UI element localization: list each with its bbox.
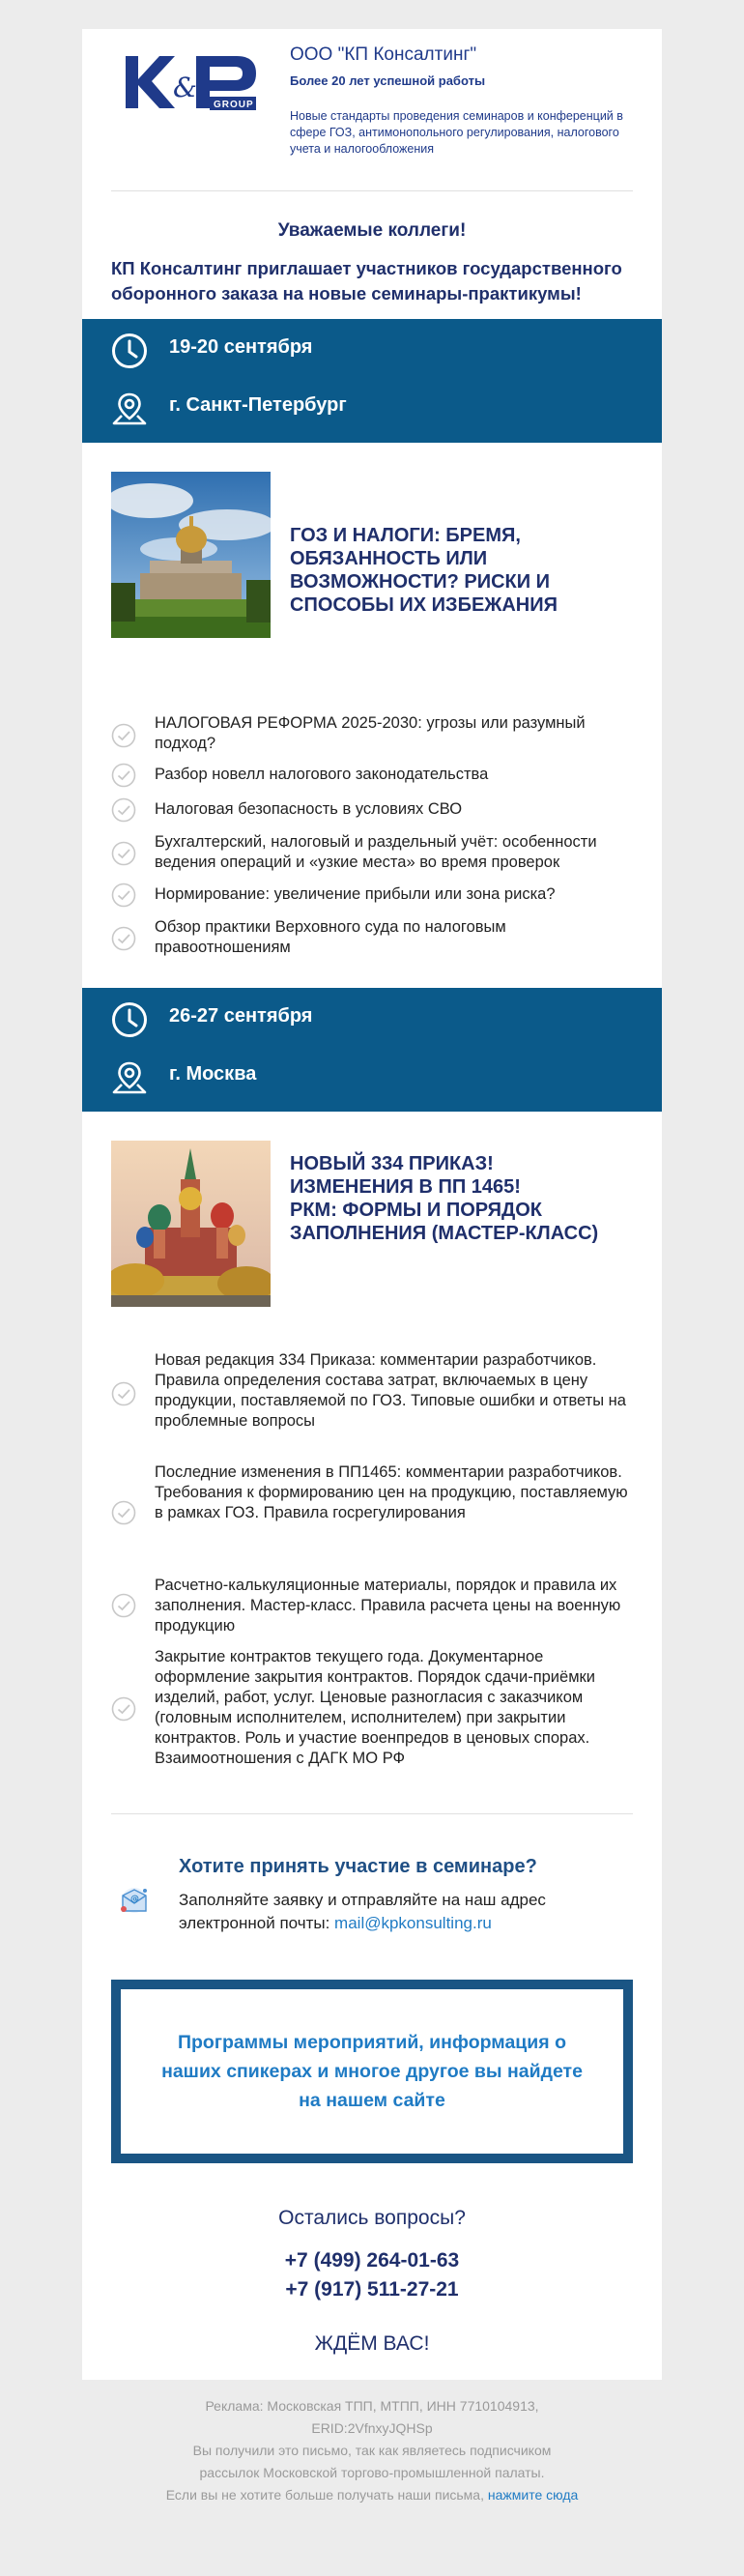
check-circle-icon	[111, 1696, 136, 1722]
event-city: г. Санкт-Петербург	[169, 394, 347, 416]
topic-text: Налоговая безопасность в условиях СВО	[155, 800, 463, 818]
participation-text	[179, 1889, 604, 1935]
check-circle-icon	[111, 797, 136, 823]
phone-number[interactable]: +7 (499) 264-01-63	[284, 2249, 460, 2272]
email-link[interactable]: mail@kpkonsulting.ru	[334, 1914, 492, 1932]
email-icon	[114, 1880, 155, 1921]
closing-text: ЖДЁМ ВАС!	[314, 2332, 430, 2355]
event-city: г. Москва	[169, 1063, 257, 1085]
check-circle-icon	[111, 1381, 136, 1406]
event-info-band	[82, 319, 662, 443]
phone-number[interactable]: +7 (917) 511-27-21	[285, 2278, 459, 2301]
svg-text:&: &	[173, 72, 197, 103]
unsubscribe-link[interactable]: нажмите сюда	[487, 2487, 579, 2503]
topic-text: Нормирование: увеличение прибыли или зона риска?	[155, 885, 556, 903]
topic-text: Расчетно-калькуляционные материалы, порядок и правила их заполнения. Мастер-класс. Правила расчета цены на военную продукцию	[155, 1577, 621, 1635]
event-dates: 26-27 сентября	[169, 1005, 313, 1027]
company-logo[interactable]	[111, 48, 280, 126]
clock-icon	[111, 333, 148, 369]
company-tagline: Более 20 лет успешной работы	[290, 73, 486, 88]
map-pin-icon	[111, 391, 148, 427]
website-promo-box[interactable]	[111, 1980, 633, 2163]
seminar-title-line: РКМ: ФОРМЫ И ПОРЯДОК ЗАПОЛНЕНИЯ (МАСТЕР-КЛАСС)	[290, 1200, 599, 1244]
event-dates: 19-20 сентября	[169, 336, 313, 358]
check-circle-icon	[111, 723, 136, 748]
subscription-notice: рассылок Московской торгово-промышленной палаты.	[199, 2465, 545, 2480]
check-circle-icon	[111, 926, 136, 951]
promo-box-inner	[121, 1989, 623, 2154]
topic-text: Обзор практики Верховного суда по налоговым правоотношениям	[155, 918, 506, 956]
participation-title: Хотите принять участие в семинаре?	[179, 1856, 537, 1877]
promo-text[interactable]: Программы мероприятий, информация о наших спикерах и многое другое вы найдете на нашем сайте	[161, 2032, 583, 2111]
topic-text: Последние изменения в ПП1465: комментарии разработчиков. Требования к формированию цен на продукцию, поставляемую в рамках ГОЗ. Правила госрегулирования	[155, 1463, 628, 1521]
divider	[111, 1813, 633, 1814]
company-description: Новые стандарты проведения семинаров и конференций в сфере ГОЗ, антимонопольного регулирования, налогового учета и налогообложения	[290, 109, 623, 156]
topic-text: НАЛОГОВАЯ РЕФОРМА 2025-2030: угрозы или разумный подход?	[155, 714, 586, 752]
seminar-title-line: НОВЫЙ 334 ПРИКАЗ!	[290, 1153, 494, 1174]
greeting: Уважаемые коллеги!	[277, 220, 467, 241]
check-circle-icon	[111, 763, 136, 788]
seminar-title-line: ИЗМЕНЕНИЯ В ПП 1465!	[290, 1176, 521, 1198]
intro-text: КП Консалтинг приглашает участников государственного оборонного заказа на новые семинары-практикумы!	[111, 258, 622, 304]
seminar-title: ГОЗ И НАЛОГИ: БРЕМЯ, ОБЯЗАННОСТЬ ИЛИ ВОЗМОЖНОСТИ? РИСКИ И СПОСОБЫ ИХ ИЗБЕЖАНИЯ	[290, 525, 558, 616]
unsubscribe-text: Если вы не хотите больше получать наши письма,	[165, 2487, 488, 2503]
topic-text: Разбор новелл налогового законодательства	[155, 766, 489, 783]
seminar-title	[290, 1152, 638, 1245]
unsubscribe-line	[155, 2484, 589, 2506]
svg-text:@: @	[130, 1895, 139, 1904]
participation-body: Заполняйте заявку и отправляйте на наш адрес электронной почты:	[179, 1891, 546, 1932]
topic-text: Закрытие контрактов текущего года. Документарное оформление закрытия контрактов. Порядок сдачи-приёмки изделий, работ, услуг. Ценовые разногласия с заказчиком (головным исполнителем, исполнителем) при закрытии контрактов. Роль и участие военпредов в ценовых спорах. Взаимоотношения с ДАГК МО РФ	[155, 1648, 595, 1767]
st-isaac-cathedral-photo	[111, 472, 271, 638]
check-circle-icon	[111, 1593, 136, 1618]
st-basils-cathedral-photo	[111, 1141, 271, 1307]
ad-line: Реклама: Московская ТПП, МТПП, ИНН 7710104913,	[205, 2398, 539, 2414]
company-name: ООО "КП Консалтинг"	[290, 44, 477, 65]
divider	[111, 190, 633, 191]
event-info-band	[82, 988, 662, 1112]
topic-text: Новая редакция 334 Приказа: комментарии разработчиков. Правила определения состава затрат, включаемых в цену продукции, поставляемой по ГОЗ. Типовые ошибки и ответы на проблемные вопросы	[155, 1351, 626, 1430]
subscription-notice: Вы получили это письмо, так как являетесь подписчиком	[192, 2443, 552, 2458]
clock-icon	[111, 1001, 148, 1038]
questions-heading: Остались вопросы?	[278, 2207, 466, 2229]
check-circle-icon	[111, 883, 136, 908]
svg-text:GROUP: GROUP	[214, 100, 254, 110]
ad-line: ERID:2VfnxyJQHSp	[311, 2420, 433, 2436]
topic-text: Бухгалтерский, налоговый и раздельный учёт: особенности ведения операций и «узкие места» во время проверок	[155, 833, 597, 871]
check-circle-icon	[111, 841, 136, 866]
check-circle-icon	[111, 1500, 136, 1525]
footer	[155, 2395, 589, 2506]
map-pin-icon	[111, 1059, 148, 1096]
